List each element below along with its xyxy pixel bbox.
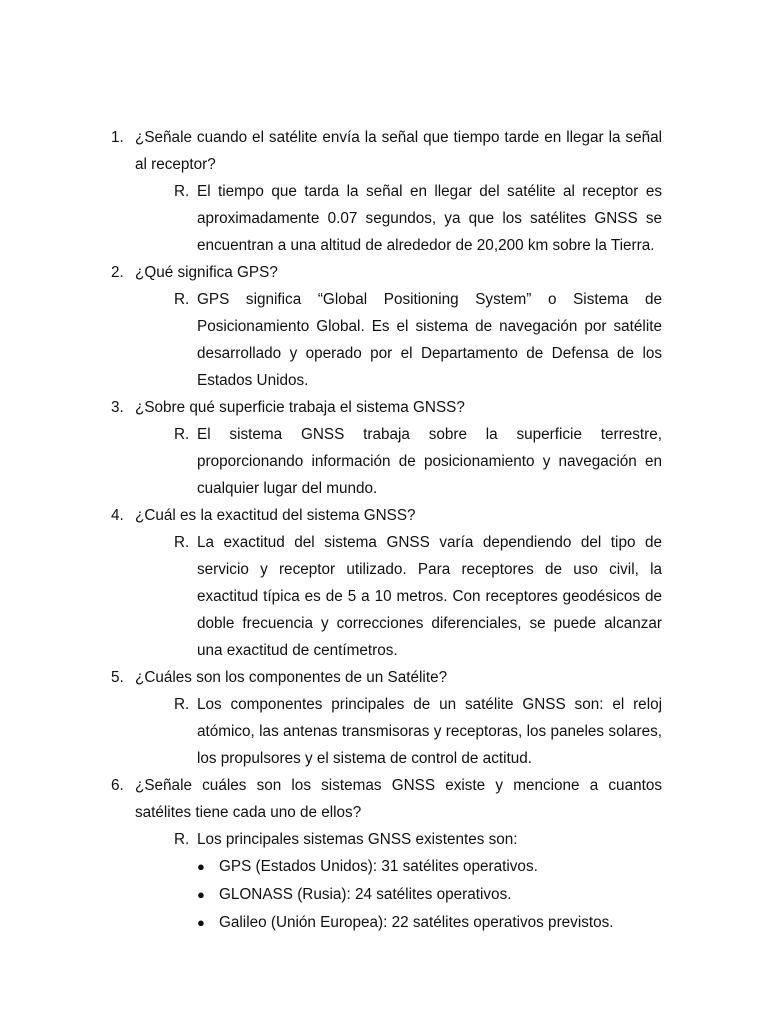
list-item — [197, 909, 662, 937]
question-1 — [111, 124, 662, 178]
bullet-icon: ● — [197, 915, 205, 930]
question-5 — [111, 664, 662, 691]
answer-text: Los componentes principales de un satélite GNSS son: el reloj atómico, las antenas transmisoras y receptoras, los paneles solares, los propulsores y el sistema de control de actitud. — [197, 696, 662, 767]
answer-6 — [174, 826, 662, 853]
question-list — [111, 124, 662, 937]
gnss-systems-list — [197, 853, 662, 937]
question-3 — [111, 394, 662, 421]
list-item — [197, 881, 662, 909]
answer-1 — [174, 178, 662, 259]
list-item-text: Galileo (Unión Europea): 22 satélites operativos previstos. — [219, 914, 614, 931]
answer-text: Los principales sistemas GNSS existentes son: — [197, 831, 518, 848]
answer-label: R. — [174, 696, 190, 713]
answer-text: El sistema GNSS trabaja sobre la superficie terrestre, proporcionando información de posicionamiento y navegación en cualquier lugar del mundo. — [197, 426, 662, 497]
question-text: ¿Qué significa GPS? — [135, 264, 278, 281]
question-text: ¿Cuáles son los componentes de un Satélite? — [135, 669, 448, 686]
question-number: 4. — [111, 507, 124, 524]
list-item — [197, 853, 662, 881]
list-item-text: GPS (Estados Unidos): 31 satélites operativos. — [219, 858, 538, 875]
question-number: 6. — [111, 777, 124, 794]
list-item-text: GLONASS (Rusia): 24 satélites operativos. — [219, 886, 512, 903]
answer-label: R. — [174, 183, 190, 200]
answer-label: R. — [174, 426, 190, 443]
answer-3 — [174, 421, 662, 502]
answer-label: R. — [174, 291, 190, 308]
question-2 — [111, 259, 662, 286]
answer-2 — [174, 286, 662, 394]
question-text: ¿Señale cuáles son los sistemas GNSS existe y mencione a cuantos satélites tiene cada uno de ellos? — [135, 777, 662, 821]
question-number: 1. — [111, 129, 124, 146]
question-text: ¿Cuál es la exactitud del sistema GNSS? — [135, 507, 416, 524]
answer-text: El tiempo que tarda la señal en llegar del satélite al receptor es aproximadamente 0.07 segundos, ya que los satélites GNSS se encuentran a una altitud de alrededor de 20,200 km sobre la Tierra. — [197, 183, 662, 254]
question-number: 3. — [111, 399, 124, 416]
bullet-icon: ● — [197, 859, 205, 874]
bullet-icon: ● — [197, 887, 205, 902]
question-4 — [111, 502, 662, 529]
answer-text: La exactitud del sistema GNSS varía dependiendo del tipo de servicio y receptor utilizado. Para receptores de uso civil, la exactitud típica es de 5 a 10 metros. Con receptores geodésicos de doble frecuencia y correcciones diferenciales, se puede alcanzar una exactitud de centímetros. — [197, 534, 662, 659]
question-text: ¿Sobre qué superficie trabaja el sistema GNSS? — [135, 399, 465, 416]
question-number: 5. — [111, 669, 124, 686]
answer-5 — [174, 691, 662, 772]
question-text: ¿Señale cuando el satélite envía la señal que tiempo tarde en llegar la señal al receptor? — [135, 129, 662, 173]
question-6 — [111, 772, 662, 826]
answer-label: R. — [174, 831, 190, 848]
answer-text: GPS significa “Global Positioning System” o Sistema de Posicionamiento Global. Es el sistema de navegación por satélite desarrollado y operado por el Departamento de Defensa de los Estados Unidos. — [197, 291, 662, 389]
answer-4 — [174, 529, 662, 664]
question-number: 2. — [111, 264, 124, 281]
answer-label: R. — [174, 534, 190, 551]
